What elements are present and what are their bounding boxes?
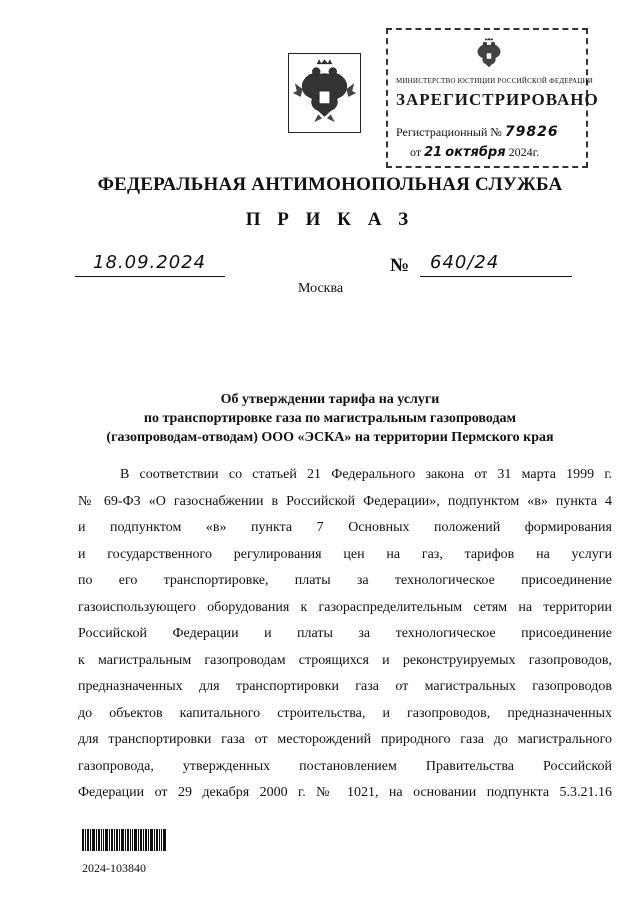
body-line: Федерации от 29 декабря 2000 г. № 1021, на основании подпункта 5.3.21.16 [78, 785, 612, 800]
stamp-date-year: 2024 [508, 145, 533, 159]
body-line: и государственного регулирования цен на газ, тарифов на услуги [78, 546, 612, 562]
order-number-label: № [390, 255, 410, 276]
document-id: 2024-103840 [82, 861, 146, 875]
stamp-registered-text: ЗАРЕГИСТРИРОВАНО [396, 90, 599, 109]
stamp-ministry-text: МИНИСТЕРСТВО ЮСТИЦИИ РОССИЙСКОЙ ФЕДЕРАЦИИ [396, 77, 593, 85]
body-line: газоиспользующего оборудования к газораспределительным сетям на территории [78, 599, 612, 615]
order-number-field [420, 252, 572, 277]
body-line: № 69-ФЗ «О газоснабжении в Российской Федерации», подпунктом «в» пункта 4 [78, 493, 612, 509]
stamp-emblem-icon [471, 36, 507, 72]
body-line: В соответствии со статьей 21 Федерального закона от 31 марта 1999 г. [120, 467, 612, 482]
document-type: П Р И К А З [245, 209, 415, 230]
body-paragraph [78, 462, 612, 807]
stamp-date-day: 21 [424, 145, 443, 160]
order-date-field [75, 252, 225, 277]
stamp-reg-label: Регистрационный № [396, 125, 502, 139]
barcode-icon [82, 829, 166, 851]
stamp-date-month: октября [445, 145, 506, 160]
order-date: 18.09.2024 [93, 252, 207, 273]
body-line: предназначенных для транспортировки газа от магистральных газопроводов [78, 679, 612, 694]
state-emblem [288, 53, 361, 133]
body-line: для транспортировки газа от месторождений природного газа до магистрального [78, 732, 612, 747]
subject-line: по транспортировке газа по магистральным газопроводам [143, 411, 517, 426]
body-line: к магистральным газопроводам строящихся и реконструируемых газопроводов, [78, 652, 612, 668]
double-headed-eagle-icon [289, 54, 360, 132]
body-line: Российской Федерации и платы за технологическое присоединение [78, 626, 612, 641]
body-line: газопровода, утвержденных постановлением Правительства Российской [78, 758, 612, 774]
order-number: 640/24 [430, 252, 500, 273]
body-line: до объектов капитального строительства, и газопроводов, предназначенных [78, 705, 612, 721]
agency-name: ФЕДЕРАЛЬНАЯ АНТИМОНОПОЛЬНАЯ СЛУЖБА [97, 174, 563, 195]
stamp-registration-date [410, 145, 539, 160]
stamp-date-prefix: от [410, 145, 422, 159]
city-name: Москва [298, 281, 344, 296]
stamp-date-suffix: г. [532, 145, 540, 159]
body-line: по его транспортировке, платы за технологическое присоединение [78, 573, 612, 588]
order-subject [60, 390, 600, 447]
stamp-reg-number: 79826 [504, 124, 559, 140]
subject-line: (газопроводам-отводам) ООО «ЭСКА» на территории Пермского края [106, 430, 554, 445]
subject-line: Об утверждении тарифа на услуги [220, 392, 440, 407]
body-line: и подпунктом «в» пункта 7 Основных положений формирования [78, 520, 612, 535]
registration-stamp [386, 28, 599, 168]
stamp-registration-number [396, 124, 559, 140]
